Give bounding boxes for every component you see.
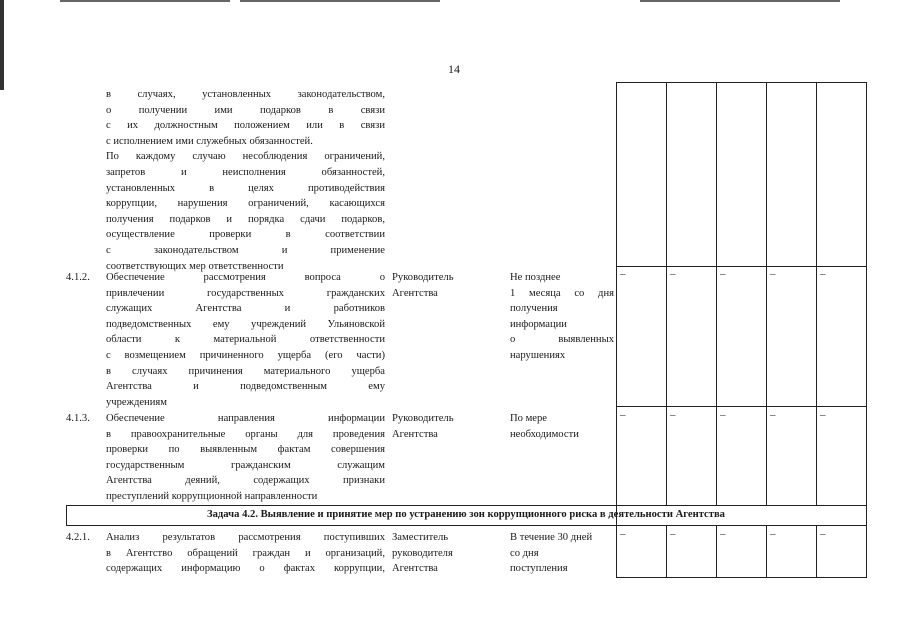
mark-cell: – xyxy=(820,268,826,280)
text-line: привлечении государственных гражданских xyxy=(106,287,385,299)
text-line: Агентства xyxy=(392,563,438,575)
text-line: руководителя xyxy=(392,547,453,559)
item-number: 4.2.1. xyxy=(66,532,90,543)
text-line: преступлений коррупционной направленности xyxy=(106,490,318,502)
table-border xyxy=(816,82,817,505)
text-line: необходимости xyxy=(510,428,579,440)
item-description xyxy=(106,530,385,577)
text-line: проверки по выявленным фактам совершения xyxy=(106,444,385,456)
mark-cell: – xyxy=(720,409,726,421)
text-line: По мере xyxy=(510,413,548,424)
table-border xyxy=(66,525,866,526)
table-border xyxy=(816,525,817,578)
page-number: 14 xyxy=(448,62,460,76)
text-line: с возмещением причиненного ущерба (его части) xyxy=(106,349,385,361)
item-number: 4.1.2. xyxy=(66,272,90,283)
text-line: соответствующих мер ответственности xyxy=(106,260,284,272)
table-border xyxy=(666,525,667,578)
text-line: с исполнением ими служебных обязанностей. xyxy=(106,135,313,147)
text-line: учреждениям xyxy=(106,396,167,408)
task-heading: Задача 4.2. Выявление и принятие мер по устранению зон коррупционного риска в деятельности Агентства xyxy=(207,509,725,520)
text-line: Агентства xyxy=(392,287,438,299)
text-line: о получении ими подарков в связи xyxy=(106,104,385,116)
text-line: подведомственных ему учреждений Ульяновской xyxy=(106,318,385,330)
table-border xyxy=(866,82,867,578)
mark-cell: – xyxy=(820,409,826,421)
mark-cell: – xyxy=(670,268,676,280)
mark-cell: – xyxy=(820,528,826,540)
text-line: В течение 30 дней xyxy=(510,532,593,543)
text-line: Обеспечение направления информации xyxy=(106,413,385,424)
scan-edge-mark xyxy=(0,0,4,90)
item-deadline xyxy=(510,270,614,364)
scan-edge-line xyxy=(640,0,840,2)
mark-cell: – xyxy=(770,268,776,280)
text-line: о выявленных xyxy=(510,334,614,346)
item-executor xyxy=(392,411,454,442)
text-line: в случаях, установленных законодательством, xyxy=(106,89,385,100)
text-line: Руководитель xyxy=(392,272,454,283)
item-deadline xyxy=(510,530,592,577)
mark-cell: – xyxy=(670,409,676,421)
text-line: государственным гражданским служащим xyxy=(106,459,385,471)
scan-edge-line xyxy=(240,0,440,2)
text-line: Агентства деяний, содержащих признаки xyxy=(106,475,385,487)
mark-cell: – xyxy=(770,528,776,540)
item-executor xyxy=(392,530,453,577)
text-line: с законодательством и применение xyxy=(106,244,385,256)
table-border xyxy=(616,82,617,578)
table-border xyxy=(716,525,717,578)
table-border xyxy=(666,82,667,505)
table-border xyxy=(616,406,866,407)
mark-cell: – xyxy=(720,528,726,540)
text-line: в случаях причинения материального ущерба xyxy=(106,365,385,377)
table-border xyxy=(766,525,767,578)
mark-cell: – xyxy=(670,528,676,540)
mark-cell: – xyxy=(620,528,626,540)
text-line: Анализ результатов рассмотрения поступивших xyxy=(106,532,385,543)
text-line: Заместитель xyxy=(392,532,449,543)
text-line: установленных в целях противодействия xyxy=(106,182,385,194)
table-border xyxy=(616,266,866,267)
mark-cell: – xyxy=(620,409,626,421)
text-line: Не позднее xyxy=(510,272,561,283)
item-number: 4.1.3. xyxy=(66,413,90,424)
table-border xyxy=(616,82,866,83)
text-line: Обеспечение рассмотрения вопроса о xyxy=(106,272,385,283)
text-line: нарушениях xyxy=(510,349,566,361)
text-line: со дня xyxy=(510,547,539,559)
text-line: получения подарков и порядка сдачи подарков, xyxy=(106,213,385,225)
continuation-description xyxy=(106,87,385,274)
text-line: информации xyxy=(510,318,567,330)
table-border xyxy=(616,577,866,578)
table-border xyxy=(66,505,866,506)
mark-cell: – xyxy=(620,268,626,280)
item-deadline xyxy=(510,411,579,442)
text-line: области к материальной ответственности xyxy=(106,334,385,346)
table-border xyxy=(766,82,767,505)
text-line: осуществление проверки в соответствии xyxy=(106,229,385,241)
text-line: 1 месяца со дня xyxy=(510,287,614,299)
text-line: служащих Агентства и работников xyxy=(106,303,385,315)
text-line: Агентства xyxy=(392,428,438,440)
item-description xyxy=(106,270,385,410)
text-line: получения xyxy=(510,303,558,315)
mark-cell: – xyxy=(720,268,726,280)
text-line: поступления xyxy=(510,563,568,575)
item-description xyxy=(106,411,385,505)
text-line: запретов и неисполнения обязанностей, xyxy=(106,166,385,178)
text-line: коррупции, нарушения ограничений, касающихся xyxy=(106,198,385,210)
text-line: Руководитель xyxy=(392,413,454,424)
text-line: с их должностным положением или в связи xyxy=(106,120,385,132)
text-line: Агентства и подведомственным ему xyxy=(106,381,385,393)
mark-cell: – xyxy=(770,409,776,421)
text-line: в Агентство обращений граждан и организаций, xyxy=(106,547,385,559)
text-line: По каждому случаю несоблюдения ограничений, xyxy=(106,151,385,163)
table-border xyxy=(716,82,717,505)
text-line: содержащих информацию о фактах коррупции, xyxy=(106,563,385,575)
scan-edge-line xyxy=(60,0,230,2)
item-executor xyxy=(392,270,454,301)
text-line: в правоохранительные органы для проведения xyxy=(106,428,385,440)
